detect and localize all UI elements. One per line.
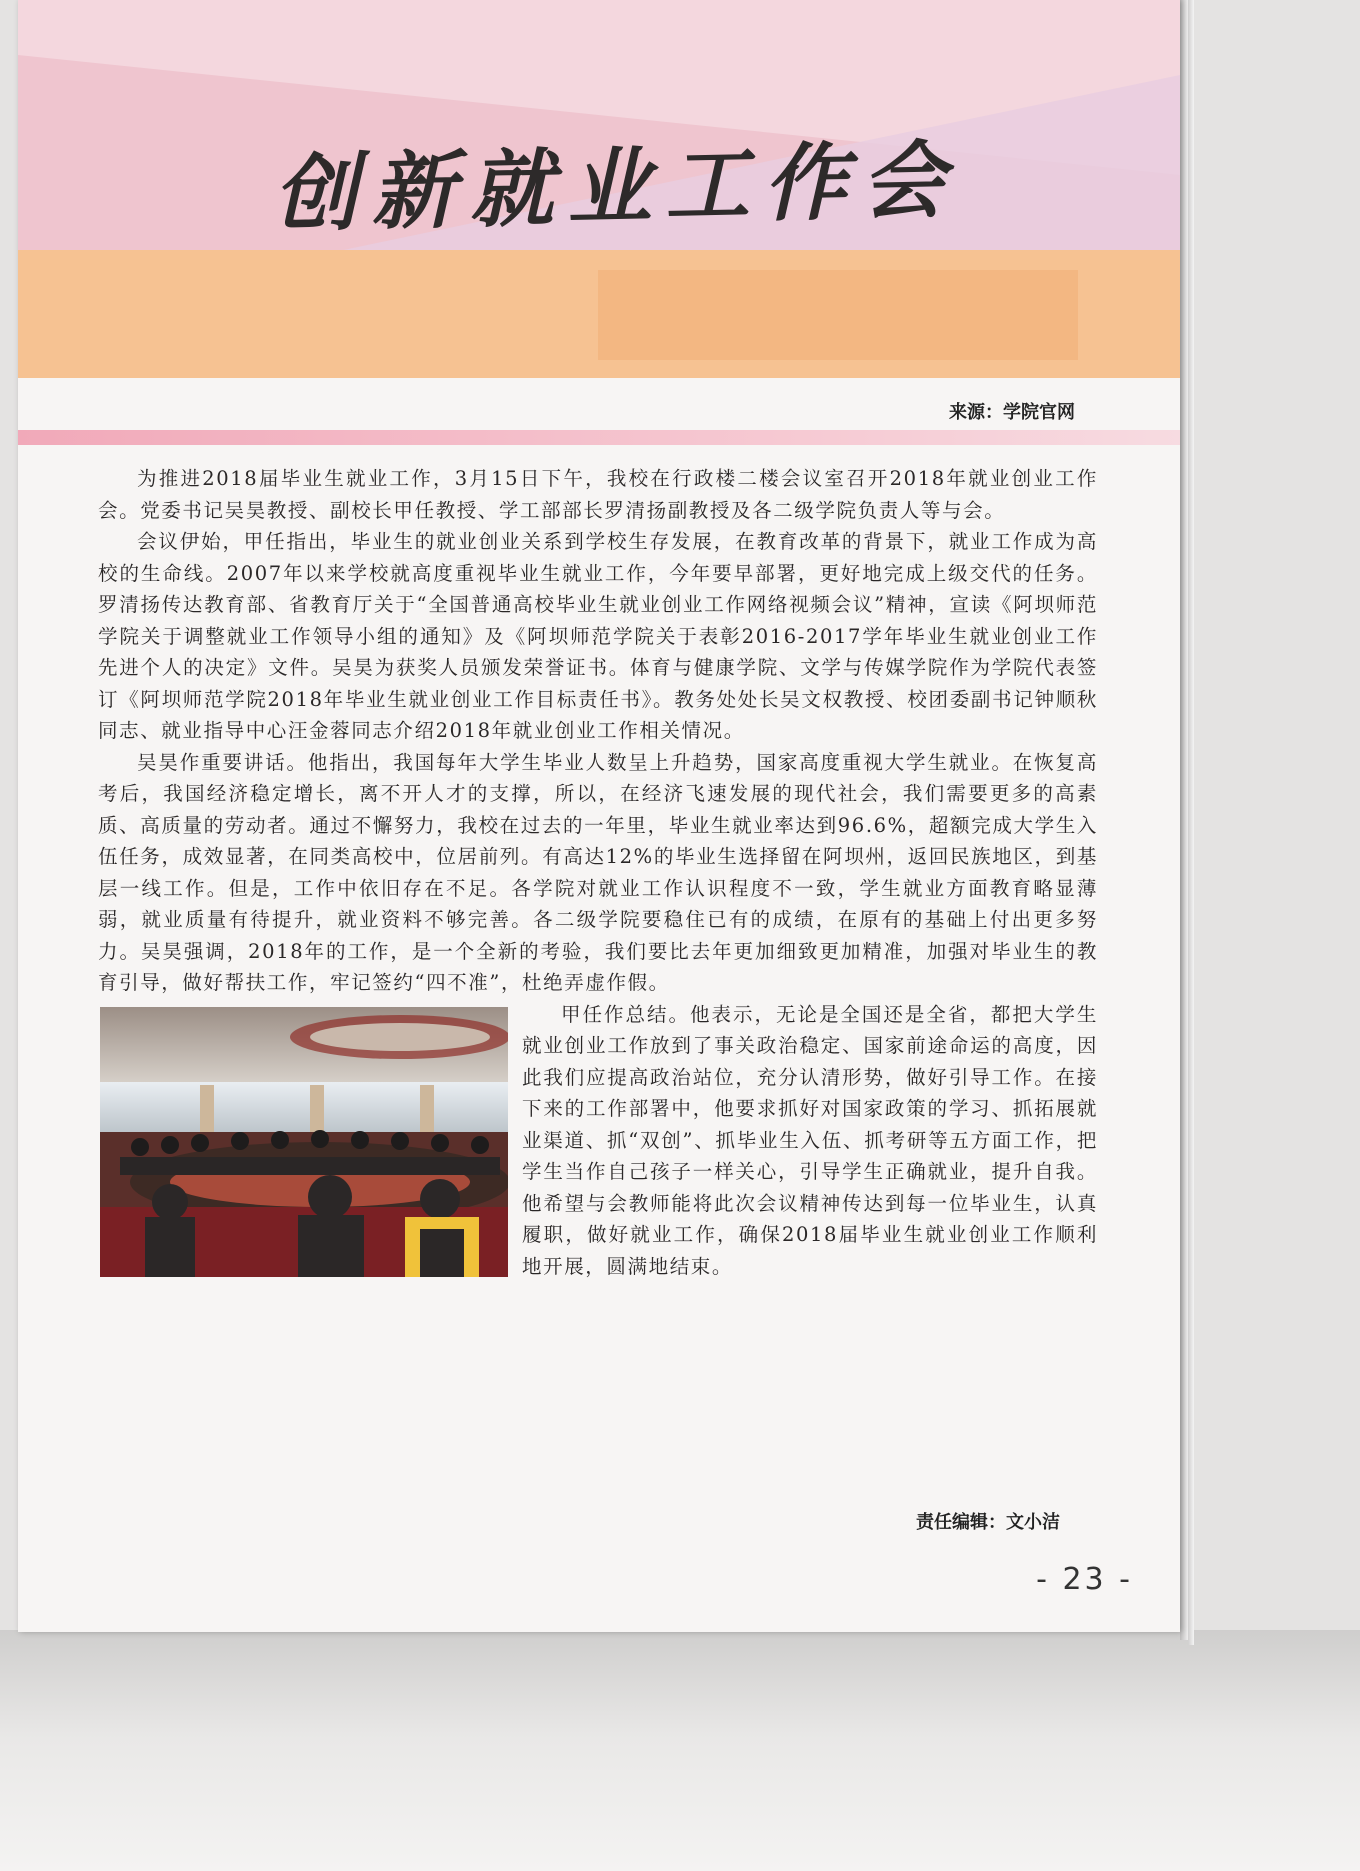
page-number: - 23 -	[1036, 1562, 1133, 1597]
paragraph: 甲任作总结。他表示，无论是全国还是全省，都把大学生就业创业工作放到了事关政治稳定、国家前途命运的高度，因此我们应提高政治站位，充分认清形势，做好引导工作。在接下来的工作部署中，他要求抓好对国家政策的学习、抓拓展就业渠道、抓“双创”、抓毕业生入伍、抓考研等五方面工作，把学生当作自己孩子一样关心，引导学生正确就业，提升自我。他希望与会教师能将此次会议精神传达到每一位毕业生，认真履职，做好就业工作，确保2018届毕业生就业创业工作顺利地开展，圆满地结束。	[522, 1002, 1098, 1278]
paragraph: 吴昊作重要讲话。他指出，我国每年大学生毕业人数呈上升趋势，国家高度重视大学生就业。在恢复高考后，我国经济稳定增长，离不开人才的支撑，所以，在经济飞速发展的现代社会，我们需要更多的高素质、高质量的劳动者。通过不懈努力，我校在过去的一年里，毕业生就业率达到96.6%，超额完成大学生入伍任务，成效显著，在同类高校中，位居前列。有高达12%的毕业生选择留在阿坝州，返回民族地区，到基层一线工作。但是，工作中依旧存在不足。各学院对就业工作认识程度不一致，学生就业方面教育略显薄弱，就业质量有待提升，就业资料不够完善。各二级学院要稳住已有的成绩，在原有的基础上付出更多努力。吴昊强调，2018年的工作，是一个全新的考验，我们要比去年更加细致更加精准，加强对毕业生的教育引导，做好帮扶工作，牢记签约“四不准”，杜绝弄虚作假。	[98, 750, 1098, 994]
article-body	[98, 463, 1098, 1282]
page-title: 创新就业工作会	[272, 129, 961, 244]
magazine-page	[18, 0, 1180, 1632]
header-band-shadow	[598, 270, 1078, 360]
page-edge-inner	[1180, 0, 1188, 1640]
header-stripe	[18, 430, 1180, 445]
paragraph: 为推进2018届毕业生就业工作，3月15日下午，我校在行政楼二楼会议室召开2018年就业创业工作会。党委书记吴昊教授、副校长甲任教授、学工部部长罗清扬副教授及各二级学院负责人等与会。	[98, 467, 1098, 522]
scan-background	[0, 1630, 1360, 1871]
paragraph-with-photo	[98, 999, 1098, 1283]
page-edge	[1188, 0, 1194, 1645]
editor-credit: 责任编辑：文小洁	[916, 1512, 1060, 1533]
meeting-photo	[100, 1007, 508, 1277]
meeting-photo-image	[100, 1007, 508, 1277]
paragraph: 会议伊始，甲任指出，毕业生的就业创业关系到学校生存发展，在教育改革的背景下，就业工作成为高校的生命线。2007年以来学校就高度重视毕业生就业工作，今年要早部署，更好地完成上级交代的任务。罗清扬传达教育部、省教育厅关于“全国普通高校毕业生就业创业工作网络视频会议”精神，宣读《阿坝师范学院关于调整就业工作领导小组的通知》及《阿坝师范学院关于表彰2016-2017学年毕业生就业创业工作先进个人的决定》文件。吴昊为获奖人员颁发荣誉证书。体育与健康学院、文学与传媒学院作为学院代表签订《阿坝师范学院2018年毕业生就业创业工作目标责任书》。教务处处长吴文权教授、校团委副书记钟顺秋同志、就业指导中心汪金蓉同志介绍2018年就业创业工作相关情况。	[98, 530, 1098, 742]
source-label: 来源：学院官网	[949, 402, 1075, 423]
